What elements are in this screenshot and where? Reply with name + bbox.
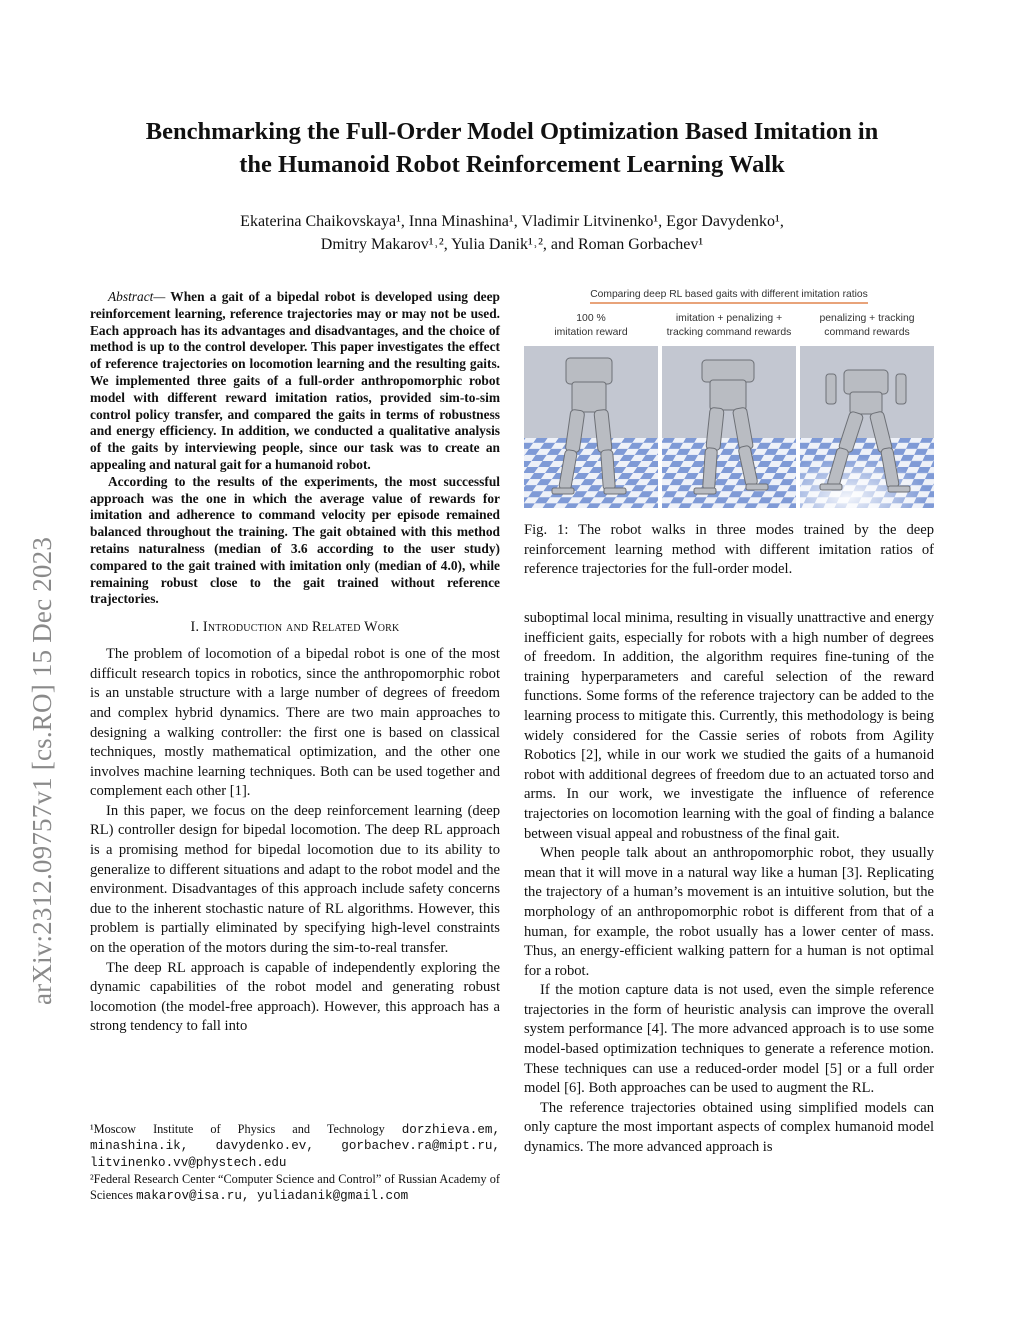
robot-render-panel-2 [662, 346, 796, 508]
robot-render-panel-3 [800, 346, 934, 508]
body-paragraph: When people talk about an anthropomorphic robot, they usually mean that it will move in a natural way like a human [3]. Replicating the trajectory of a human’s movement is an intuitive solution, but the morphology of an anthropomorphic robot is different from that of a human, for example, the robot usually has a lower center of mass. Thus, an energy-efficient walking pattern for a human is not optimal for a robot. [524, 845, 934, 979]
body-paragraph: The deep RL approach is capable of independently exploring the dynamic capabilities of the robot model and generating robust locomotion (the model-free approach). However, this approach has a strong tendency to fall into [90, 959, 500, 1035]
title-line-1: Benchmarking the Full-Order Model Optimization Based Imitation in [145, 118, 879, 145]
title-line-2: the Humanoid Robot Reinforcement Learning Walk [239, 151, 785, 178]
figure-1 [524, 289, 934, 580]
section-heading: I. Introduction and Related Work [190, 619, 400, 636]
body-paragraph: In this paper, we focus on the deep reinforcement learning (deep RL) controller design for bipedal locomotion. The deep RL approach is a promising method for bipedal locomotion due to its ability to generalize to different situations and adapt to the robot model and the environment. Disadvantages of this approach include safety concerns due to the inherent stochastic nature of RL algorithms. However, this problem is partially eliminated by specifying high-level constraints on the operation of the motors during the sim-to-real transfer. [90, 802, 500, 957]
footnote-1-affiliation: ¹Moscow Institute of Physics and Technology [90, 1122, 385, 1136]
footnote-2-affiliation: ²Federal Research Center “Computer Science and Control” of Russian Academy of Sciences [90, 1172, 500, 1202]
footnote-2 [90, 1172, 500, 1204]
abstract [90, 289, 500, 608]
authors-line-2: Dmitry Makarov¹˒², Yulia Danik¹˒², and Roman Gorbachev¹ [320, 236, 704, 253]
footnote-2-emails: makarov@isa.ru, yuliadanik@gmail.com [136, 1188, 409, 1203]
figure-caption: Fig. 1: The robot walks in three modes trained by the deep reinforcement learning method with different imitation ratios of reference trajectories for the full-order model. [524, 522, 934, 578]
footnote-1 [90, 1122, 500, 1171]
body-paragraph: The problem of locomotion of a bipedal robot is one of the most difficult research topics in robotics, since the anthropomorphic robot is an unstable structure with a large number of degrees of freedom and complex hybrid dynamics. There are two main approaches to designing a walking controller: the first one is based on classical techniques, mostly mathematical optimization, and the other one involves machine learning techniques. Both can be used together and complement each other [1]. [90, 646, 500, 800]
abstract-paragraph-2: According to the results of the experiments, the most successful approach was the one in which the average value of rewards for imitation and adherence to command velocity per episode remained balanced throughout the training. The gait obtained with this method retains naturalness (median of 3.6 according to the user study) compared to the gait trained with imitation only (median of 4.0), while remaining robust close to the gait trained without reference trajectories. [90, 473, 500, 607]
robot-render-image [800, 346, 934, 508]
robot-render-image [524, 346, 658, 508]
abstract-paragraph-1: When a gait of a bipedal robot is developed using deep reinforcement learning, reference trajectories may or may not be used. Each approach has its advantages and disadvantages, and the choice of method is up to the control developer. This paper investigates the effect of reference trajectories on locomotion learning and the resulting gaits. We implemented three gaits of a full-order anthropomorphic robot model with different reward imitation ratios, provided sim-to-sim control policy transfer, and compared the gaits in terms of robustness and energy efficiency. In addition, we conducted a qualitative analysis of the gaits by interviewing people, since our task was to create an appealing and natural gait for a humanoid robot. [90, 289, 500, 472]
body-paragraph: suboptimal local minima, resulting in visually unattractive and energy inefficient gaits, especially for robots with a high number of degrees of freedom. In addition, the algorithm requires fine-tuning of the training hyperparameters and careful selection of the reward functions. Some forms of the reference trajectory can be added to the learning process to mitigate this. Currently, this methodology is being widely considered for the Cassie series of robots from Agility Robotics [2], while in our work we studied the gaits of a humanoid robot with additional degrees of freedom due to an actuated torso and arms. In our work, we investigate the influence of reference trajectories on locomotion learning with the goal of finding a balance between visual appeal and robustness of the final gait. [524, 610, 934, 842]
authors-line-1: Ekaterina Chaikovskaya¹, Inna Minashina¹, Vladimir Litvinenko¹, Egor Davydenko¹, [240, 213, 784, 230]
footnote-1-emails: dorzhieva.em, minashina.ik, davydenko.ev, gorbachev.ra@mipt.ru, litvinenko.vv@phystech.edu [90, 1123, 500, 1170]
left-column [90, 289, 500, 1037]
body-paragraph: The reference trajectories obtained using simplified models can only capture the most important aspects of complex humanoid model dynamics. The more advanced approach is [524, 1099, 934, 1156]
author-list [120, 210, 904, 256]
figure-title: Comparing deep RL based gaits with different imitation ratios [590, 289, 868, 304]
right-column [524, 289, 934, 580]
figure-label-no-imitation: penalizing + tracking command rewards [819, 313, 915, 338]
right-body [524, 609, 934, 1158]
paper-title [60, 115, 964, 181]
arxiv-identifier: arXiv:2312.09757v1 [cs.RO] 15 Dec 2023 [27, 536, 57, 1005]
footnotes [90, 1122, 500, 1205]
figure-label-mixed: imitation + penalizing + tracking command rewards [666, 313, 792, 338]
abstract-lead: Abstract— [108, 289, 166, 304]
body-paragraph: If the motion capture data is not used, even the simple reference trajectories in the form of heuristic analysis can improve the overall system performance [4]. The more advanced approach is to use some model-based optimization techniques to generate a reference motion. These techniques can use a reduced-order model [5] or a full order model [6]. Both approaches can be used to augment the RL. [524, 982, 934, 1097]
robot-render-panel-1 [524, 346, 658, 508]
robot-render-image [662, 346, 796, 508]
left-body [90, 645, 500, 1037]
figure-label-imitation: 100 % imitation reward [554, 313, 628, 338]
